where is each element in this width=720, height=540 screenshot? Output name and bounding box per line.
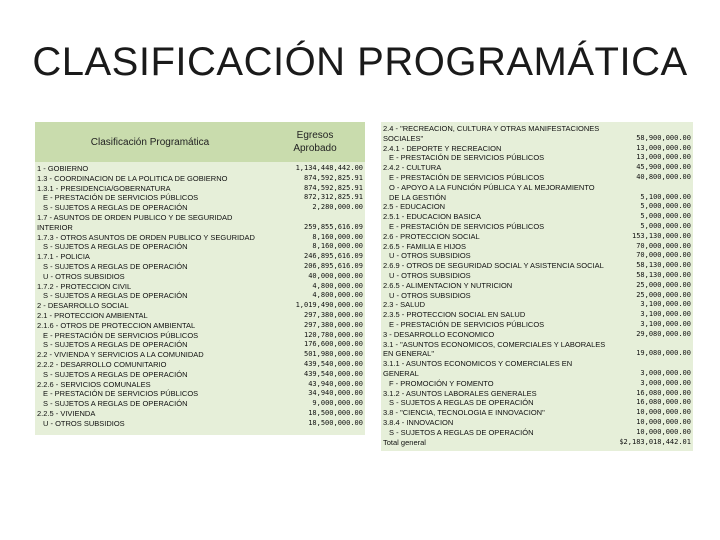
row-label: 3 - DESARROLLO ECONOMICO: [383, 329, 495, 339]
row-value: 5,000,000.00: [640, 202, 691, 211]
row-label: 1.7.3 - OTROS ASUNTOS DE ORDEN PUBLICO Y SEGURIDAD: [37, 232, 255, 242]
row-value: $2,183,018,442.01: [619, 437, 691, 446]
row-value: 58,900,000.00: [636, 133, 691, 142]
table-row: [35, 174, 365, 184]
row-label: 2.1 - PROTECCION AMBIENTAL: [37, 310, 148, 320]
row-label: S - SUJETOS A REGLAS DE OPERACIÓN: [43, 340, 188, 350]
table-row: [381, 428, 693, 438]
table-row: [35, 340, 365, 350]
row-label: U - OTROS SUBSIDIOS: [389, 290, 471, 300]
table-row: [35, 262, 365, 272]
row-value: 25,000,000.00: [636, 290, 691, 299]
table-row: [35, 331, 365, 341]
row-value: 8,160,000.00: [312, 242, 363, 251]
table-row: [35, 242, 365, 252]
row-label: 3.1 - "ASUNTOS ECONOMICOS, COMERCIALES Y LABORALES EN GENERAL": [383, 339, 606, 359]
right-table: [381, 122, 693, 451]
row-value: 40,000,000.00: [308, 271, 363, 280]
table-row: [381, 281, 693, 291]
table-row: [381, 418, 693, 428]
row-value: 259,855,616.09: [303, 222, 363, 231]
row-value: 19,080,000.00: [636, 349, 691, 358]
table-row: [35, 311, 365, 321]
row-value: 10,000,000.00: [636, 417, 691, 426]
table-row: [381, 124, 693, 144]
row-label: E - PRESTACIÓN DE SERVICIOS PÚBLICOS: [389, 172, 545, 182]
row-label: 1.7 - ASUNTOS DE ORDEN PUBLICO Y DE SEGURIDAD INTERIOR: [37, 212, 233, 232]
row-value: 8,160,000.00: [312, 232, 363, 241]
row-label: 2.5 - EDUCACION: [383, 202, 446, 212]
row-value: 1,134,448,442.00: [295, 164, 363, 172]
row-label: 2.5.1 - EDUCACION BASICA: [383, 212, 481, 222]
row-value: 246,895,616.09: [303, 252, 363, 261]
table-row: [381, 320, 693, 330]
row-label: 2.3.5 - PROTECCION SOCIAL EN SALUD: [383, 310, 526, 320]
table-row: [35, 184, 365, 194]
row-label: S - SUJETOS A REGLAS DE OPERACIÓN: [389, 427, 534, 437]
row-label: 3.1.1 - ASUNTOS ECONOMICOS Y COMERCIALES EN GENERAL: [383, 359, 573, 378]
table-row: [381, 153, 693, 163]
row-label: S - SUJETOS A REGLAS DE OPERACIÓN: [43, 242, 188, 252]
row-label: S - SUJETOS A REGLAS DE OPERACIÓN: [43, 291, 188, 301]
row-label: 3.8.4 - INNOVACION: [383, 417, 454, 427]
table-row: [35, 233, 365, 243]
left-table: [35, 122, 365, 435]
row-label: 1.7.1 - POLICIA: [37, 252, 90, 262]
row-label: U - OTROS SUBSIDIOS: [389, 251, 471, 261]
table-row: [381, 183, 693, 203]
row-label: 2.4.2 - CULTURA: [383, 163, 442, 173]
header-classification: Clasificación Programática: [90, 136, 210, 148]
row-value: 3,000,000.00: [640, 368, 691, 377]
table-row: [35, 282, 365, 292]
row-value: 10,000,000.00: [636, 408, 691, 417]
table-row: [35, 321, 365, 331]
row-label: 2 - DESARROLLO SOCIAL: [37, 301, 129, 311]
row-label: 2.6.5 - FAMILIA E HIJOS: [383, 241, 466, 251]
row-label: S - SUJETOS A REGLAS DE OPERACIÓN: [389, 398, 534, 408]
row-value: 58,130,000.00: [636, 270, 691, 279]
table-row: [35, 380, 365, 390]
row-label: 2.2.2 - DESARROLLO COMUNITARIO: [37, 359, 167, 369]
table-row: [35, 419, 365, 429]
table-row: [381, 242, 693, 252]
row-label: 2.6.9 - OTROS DE SEGURIDAD SOCIAL Y ASISTENCIA SOCIAL: [383, 261, 604, 271]
row-value: 9,000,000.00: [312, 399, 363, 408]
row-value: 439,540,000.00: [303, 369, 363, 378]
row-label: E - PRESTACIÓN DE SERVICIOS PÚBLICOS: [43, 193, 199, 203]
row-value: 70,000,000.00: [636, 241, 691, 250]
row-value: 2,280,000.00: [312, 203, 363, 212]
table-row: [381, 222, 693, 232]
row-value: 70,000,000.00: [636, 251, 691, 260]
row-value: 501,980,000.00: [303, 350, 363, 359]
table-row: [35, 360, 365, 370]
table-row: [381, 291, 693, 301]
row-value: 5,000,000.00: [640, 212, 691, 221]
table-row: [35, 370, 365, 380]
row-value: 43,940,000.00: [308, 379, 363, 388]
row-label: E - PRESTACIÓN DE SERVICIOS PÚBLICOS: [389, 319, 545, 329]
row-label: S - SUJETOS A REGLAS DE OPERACIÓN: [43, 261, 188, 271]
table-row: [381, 163, 693, 173]
row-value: 3,100,000.00: [640, 310, 691, 319]
row-label: 2.3 - SALUD: [383, 300, 426, 310]
table-row: [381, 144, 693, 154]
row-label: 1.3 - COORDINACION DE LA POLITICA DE GOBIERNO: [37, 173, 228, 183]
row-label: 1 - GOBIERNO: [37, 164, 89, 173]
row-value: 34,940,000.00: [308, 389, 363, 398]
row-value: 176,600,000.00: [303, 340, 363, 349]
table-row: [381, 398, 693, 408]
row-value: 10,000,000.00: [636, 427, 691, 436]
row-value: 874,592,825.91: [303, 173, 363, 182]
row-value: 16,080,000.00: [636, 388, 691, 397]
row-value: 206,895,616.09: [303, 261, 363, 270]
row-label: E - PRESTACIÓN DE SERVICIOS PÚBLICOS: [43, 389, 199, 399]
table-row: [381, 389, 693, 399]
row-label: Total general: [383, 437, 426, 447]
slide-title: CLASIFICACIÓN PROGRAMÁTICA: [32, 40, 688, 84]
row-label: 2.1.6 - OTROS DE PROTECCION AMBIENTAL: [37, 320, 196, 330]
row-value: 40,800,000.00: [636, 172, 691, 181]
row-value: 16,080,000.00: [636, 398, 691, 407]
row-value: 120,780,000.00: [303, 330, 363, 339]
table-row: [381, 379, 693, 389]
row-label: O - APOYO A LA FUNCIÓN PÚBLICA Y AL MEJORAMIENTO DE LA GESTIÓN: [389, 182, 595, 202]
row-label: E - PRESTACIÓN DE SERVICIOS PÚBLICOS: [43, 330, 199, 340]
row-label: F - PROMOCIÓN Y FOMENTO: [389, 378, 494, 388]
row-label: 3.8 - "CIENCIA, TECNOLOGIA E INNOVACION": [383, 408, 545, 418]
table-row: [35, 301, 365, 311]
row-value: 29,080,000.00: [636, 329, 691, 338]
row-label: 2.2 - VIVIENDA Y SERVICIOS A LA COMUNIDAD: [37, 350, 204, 360]
table-row: [35, 409, 365, 419]
row-value: 4,800,000.00: [312, 281, 363, 290]
row-value: 18,500,000.00: [308, 408, 363, 417]
row-value: 3,000,000.00: [640, 378, 691, 387]
row-label: 2.2.5 - VIVIENDA: [37, 408, 96, 418]
table-row: [381, 300, 693, 310]
row-value: 874,592,825.91: [303, 183, 363, 192]
row-label: S - SUJETOS A REGLAS DE OPERACIÓN: [43, 369, 188, 379]
row-label: 2.2.6 - SERVICIOS COMUNALES: [37, 379, 151, 389]
row-value: 5,000,000.00: [640, 221, 691, 230]
row-label: S - SUJETOS A REGLAS DE OPERACIÓN: [43, 399, 188, 409]
table-row: [381, 251, 693, 261]
table-row: [35, 213, 365, 233]
row-label: S - SUJETOS A REGLAS DE OPERACIÓN: [43, 203, 188, 213]
table-row: [381, 202, 693, 212]
table-row: [381, 212, 693, 222]
table-row: [35, 291, 365, 301]
row-value: 297,380,000.00: [303, 310, 363, 319]
table-row: [35, 252, 365, 262]
row-value: 58,130,000.00: [636, 261, 691, 270]
row-value: 872,312,825.91: [303, 193, 363, 202]
row-value: 18,500,000.00: [308, 418, 363, 427]
table-row: [35, 164, 365, 174]
left-table-header: [35, 122, 365, 162]
row-value: 153,130,000.00: [631, 231, 691, 240]
table-row: [381, 173, 693, 183]
row-value: 13,000,000.00: [636, 153, 691, 162]
table-row: [381, 330, 693, 340]
row-value: 1,019,490,000.00: [295, 301, 363, 310]
row-label: E - PRESTACIÓN DE SERVICIOS PÚBLICOS: [389, 153, 545, 163]
row-label: U - OTROS SUBSIDIOS: [43, 271, 125, 281]
row-label: 2.4 - "RECREACION, CULTURA Y OTRAS MANIFESTACIONES SOCIALES": [383, 124, 600, 143]
row-label: 1.3.1 - PRESIDENCIA/GOBERNATURA: [37, 183, 171, 193]
table-row: [381, 310, 693, 320]
row-value: 3,100,000.00: [640, 300, 691, 309]
table-row: [35, 350, 365, 360]
row-label: 2.6.5 - ALIMENTACION Y NUTRICION: [383, 280, 513, 290]
row-value: 45,900,000.00: [636, 163, 691, 172]
table-row: [381, 271, 693, 281]
table-row: [381, 359, 693, 379]
row-value: 297,380,000.00: [303, 320, 363, 329]
table-row: [35, 389, 365, 399]
row-label: U - OTROS SUBSIDIOS: [389, 270, 471, 280]
row-value: 3,100,000.00: [640, 319, 691, 328]
row-label: 2.6 - PROTECCION SOCIAL: [383, 231, 480, 241]
row-value: 25,000,000.00: [636, 280, 691, 289]
row-label: 2.4.1 - DEPORTE Y RECREACION: [383, 143, 502, 153]
table-row: [381, 232, 693, 242]
table-row: [381, 408, 693, 418]
row-value: 5,100,000.00: [640, 192, 691, 201]
table-row: [35, 193, 365, 203]
table-row: [35, 399, 365, 409]
table-row: [381, 261, 693, 271]
row-label: 3.1.2 - ASUNTOS LABORALES GENERALES: [383, 388, 537, 398]
row-value: 4,800,000.00: [312, 291, 363, 300]
left-table-body: [35, 162, 365, 435]
row-label: E - PRESTACIÓN DE SERVICIOS PÚBLICOS: [389, 221, 545, 231]
table-row: [381, 438, 693, 448]
header-egresos: Egresos Aprobado: [293, 129, 337, 154]
row-value: 439,540,000.00: [303, 359, 363, 368]
table-row: [35, 203, 365, 213]
row-value: 13,000,000.00: [636, 143, 691, 152]
row-label: 1.7.2 - PROTECCION CIVIL: [37, 281, 132, 291]
row-label: U - OTROS SUBSIDIOS: [43, 418, 125, 428]
table-row: [381, 340, 693, 360]
table-row: [35, 272, 365, 282]
